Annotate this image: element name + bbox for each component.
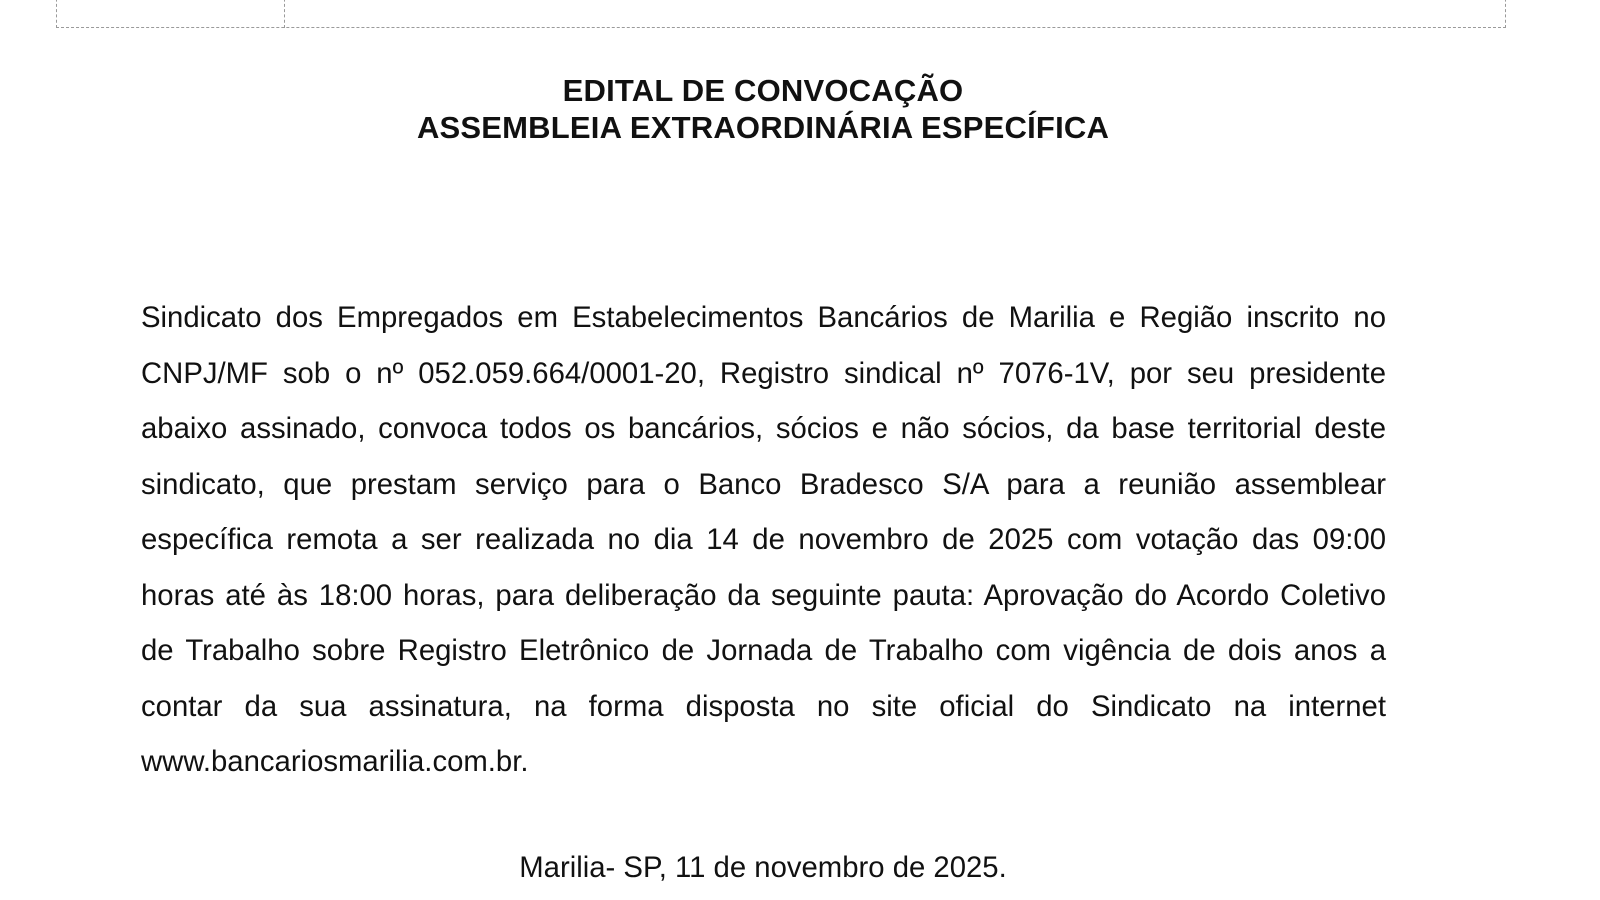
edital-title: EDITAL DE CONVOCAÇÃO: [562, 73, 964, 108]
place-date: Marilia- SP, 11 de novembro de 2025.: [519, 851, 1007, 884]
letterhead-frame: [56, 0, 1506, 28]
union-seal-logo: [110, 0, 230, 16]
edital-subtitle: ASSEMBLEIA EXTRAORDINÁRIA ESPECÍFICA: [416, 110, 1110, 145]
convocation-body: Sindicato dos Empregados em Estabelecimentos Bancários de Marilia e Região inscrito no CNPJ/MF sob o nº 052.059.664/0001-20, Registro sindical nº 7076-1V, por seu presidente abaixo assinado, convoca todos os bancários, sócios e não sócios, da base territorial deste sindicato, que prestam serviço para o Banco Bradesco S/A para a reunião assemblear específica remota a ser realizada no dia 14 de novembro de 2025 com votação das 09:00 horas até às 18:00 horas, para deliberação da seguinte pauta: Aprovação do Acordo Coletivo de Trabalho sobre Registro Eletrônico de Jornada de Trabalho com vigência de dois anos a contar da sua assinatura, na forma disposta no site oficial do Sindicato na internet www.bancariosmarilia.com.br.: [141, 301, 1386, 778]
letterhead-divider: [284, 0, 285, 28]
